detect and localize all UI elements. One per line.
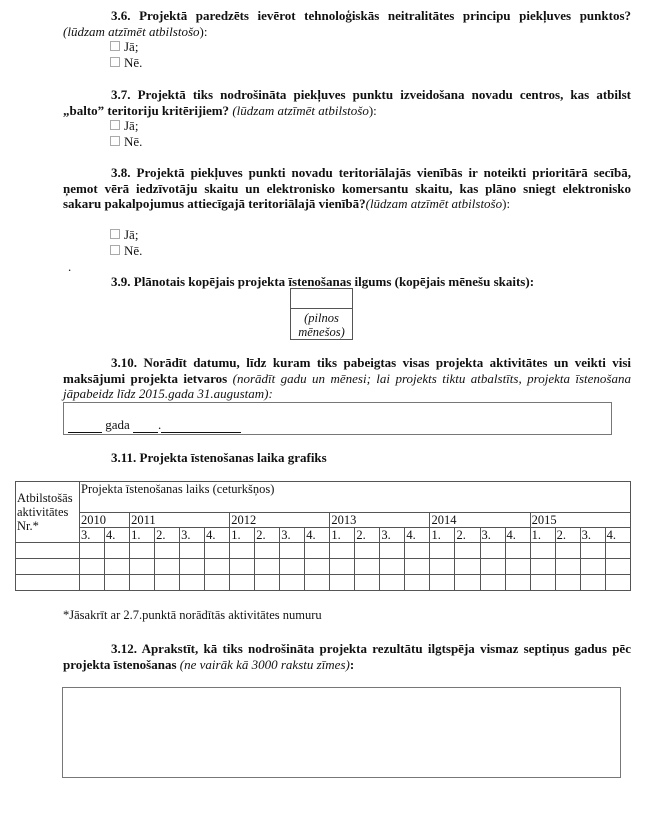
option-3-6-yes[interactable]: Jā;: [110, 39, 138, 55]
completion-date-line: gada .: [68, 417, 241, 433]
quarter-header: 1.: [330, 528, 355, 543]
year-header: 2011: [130, 513, 230, 528]
quarter-cell[interactable]: [105, 575, 130, 591]
quarter-header: 3.: [580, 528, 605, 543]
quarter-header: 3.: [80, 528, 105, 543]
question-3-10-hint: (norādīt gadu un mēnesi; lai projekts tiktu atbalstīts, projekta īstenošana jāpabeidz līdz 2015.gada 31.augustam):: [63, 370, 631, 401]
quarter-cell[interactable]: [130, 575, 155, 591]
quarter-cell[interactable]: [305, 543, 330, 559]
quarter-header: 1.: [530, 528, 555, 543]
option-3-8-no[interactable]: Nē.: [110, 243, 142, 259]
quarter-cell[interactable]: [430, 559, 455, 575]
checkbox-icon[interactable]: [110, 57, 120, 67]
quarter-cell[interactable]: [205, 575, 230, 591]
quarter-header: 1.: [230, 528, 255, 543]
quarter-header: 2.: [155, 528, 180, 543]
checkbox-icon[interactable]: [110, 136, 120, 146]
quarter-cell[interactable]: [280, 575, 305, 591]
quarter-cell[interactable]: [105, 559, 130, 575]
option-3-8-yes[interactable]: Jā;: [110, 227, 138, 243]
question-3-7-hint: (lūdzam atzīmēt atbilstošo: [232, 102, 369, 118]
question-3-10-text: 3.10. Norādīt datumu, līdz kuram tiks pabeigtas visas projekta aktivitātes un veikti visi maksājumi projekta ietvaros: [63, 355, 632, 386]
quarter-cell[interactable]: [430, 575, 455, 591]
quarter-header: 2.: [355, 528, 380, 543]
quarter-header: 1.: [430, 528, 455, 543]
quarter-cell[interactable]: [455, 559, 480, 575]
quarter-cell[interactable]: [580, 559, 605, 575]
quarter-cell[interactable]: [455, 543, 480, 559]
option-3-7-yes[interactable]: Jā;: [110, 118, 138, 134]
question-3-8-hint: (lūdzam atzīmēt atbilstošo: [365, 196, 503, 211]
quarter-cell[interactable]: [230, 559, 255, 575]
day-field[interactable]: [133, 420, 158, 433]
question-3-6: 3.6. Projektā paredzēts ievērot tehnoloģiskās neitralitātes principu piekļuves punktos? (lūdzam atzīmēt atbilstošo):: [63, 8, 631, 39]
quarter-cell[interactable]: [430, 543, 455, 559]
table-row: [16, 559, 631, 575]
quarter-header: 4.: [405, 528, 430, 543]
quarter-cell[interactable]: [380, 543, 405, 559]
question-3-6-text: 3.6. Projektā paredzēts ievērot tehnoloģiskās neitralitātes principu piekļuves punktos?: [111, 8, 631, 23]
quarter-cell[interactable]: [255, 575, 280, 591]
quarter-header: 3.: [380, 528, 405, 543]
quarter-cell[interactable]: [205, 559, 230, 575]
quarter-header: 4.: [105, 528, 130, 543]
quarter-cell[interactable]: [605, 559, 630, 575]
question-3-9-title: 3.9. Plānotais kopējais projekta īstenošanas ilgums (kopējais mēnešu skaits):: [111, 274, 535, 289]
quarter-header: 1.: [130, 528, 155, 543]
schedule-table: [15, 481, 631, 591]
question-3-12-text: 3.12. Aprakstīt, kā tiks nodrošināta projekta rezultātu ilgtspēja vismaz septiņus gadus pēc projekta īstenošanas: [63, 641, 631, 672]
quarter-cell[interactable]: [405, 559, 430, 575]
quarter-cell[interactable]: [380, 575, 405, 591]
year-header: 2010: [80, 513, 130, 528]
completion-date-box: [63, 402, 612, 435]
quarter-cell[interactable]: [80, 559, 105, 575]
question-3-12-hint: (ne vairāk kā 3000 rakstu zīmes): [179, 656, 350, 672]
quarter-cell[interactable]: [405, 543, 430, 559]
question-3-8: 3.8. Projektā piekļuves punkti novadu teritoriālajās vienībās ir noteikti prioritārā secībā, ņemot vērā iedzīvotāju skaitu un elektronisko komersantu skaitu, kas plāno sniegt elektronisko sakaru pakalpojumus attiecīgajā teritoriālajā vienībā?(lūdzam atzīmēt atbilstošo):: [63, 165, 632, 211]
quarter-cell[interactable]: [605, 575, 630, 591]
checkbox-icon[interactable]: [110, 120, 120, 130]
period-header: Projekta īstenošanas laiks (ceturkšņos): [80, 482, 631, 513]
question-3-10: [63, 355, 631, 402]
year-header: 2013: [330, 513, 430, 528]
quarter-cell[interactable]: [480, 559, 505, 575]
quarter-cell[interactable]: [605, 543, 630, 559]
year-field[interactable]: [68, 420, 102, 433]
quarter-cell[interactable]: [230, 543, 255, 559]
question-3-7: 3.7. Projektā tiks nodrošināta piekļuves punktu izveidošana novadu centros, kas atbilst „balto” teritoriju kritērijiem? (lūdzam atzīmēt atbilstošo):: [63, 87, 631, 118]
gada-label: gada: [105, 417, 130, 432]
question-3-8-text: 3.8. Projektā piekļuves punkti novadu teritoriālajās vienībās ir noteikti prioritārā secībā, ņemot vērā iedzīvotāju skaitu un elektronisko komersantu skaitu, kas plāno sniegt elektronisko sakaru pakalpojumus attiecīgajā teritoriālajā vienībā?: [63, 165, 632, 211]
question-3-6-hint: (lūdzam atzīmēt atbilstošo: [63, 23, 200, 39]
quarter-cell[interactable]: [80, 543, 105, 559]
quarter-cell[interactable]: [305, 559, 330, 575]
quarter-cell[interactable]: [330, 543, 355, 559]
checkbox-icon[interactable]: [110, 245, 120, 255]
quarter-cell[interactable]: [505, 559, 530, 575]
quarter-cell[interactable]: [180, 543, 205, 559]
stray-dot: .: [68, 259, 72, 274]
quarter-cell[interactable]: [555, 559, 580, 575]
activity-number-cell[interactable]: [16, 559, 80, 575]
quarter-cell[interactable]: [255, 543, 280, 559]
sustainability-description-field[interactable]: [62, 687, 621, 778]
quarter-cell[interactable]: [480, 543, 505, 559]
quarter-cell[interactable]: [555, 543, 580, 559]
month-field[interactable]: [161, 420, 241, 433]
quarter-cell[interactable]: [530, 559, 555, 575]
quarter-cell[interactable]: [255, 559, 280, 575]
checkbox-icon[interactable]: [110, 41, 120, 51]
year-header: 2012: [230, 513, 330, 528]
quarter-cell[interactable]: [105, 543, 130, 559]
quarter-cell[interactable]: [355, 575, 380, 591]
months-input[interactable]: [291, 289, 352, 309]
quarter-cell[interactable]: [155, 575, 180, 591]
quarter-cell[interactable]: [205, 543, 230, 559]
quarter-cell[interactable]: [530, 575, 555, 591]
quarter-header: 3.: [480, 528, 505, 543]
quarter-cell[interactable]: [280, 543, 305, 559]
question-3-11-title: 3.11. Projekta īstenošanas laika grafiks: [111, 450, 327, 465]
quarter-header: 3.: [280, 528, 305, 543]
quarter-cell[interactable]: [480, 575, 505, 591]
activity-number-cell[interactable]: [16, 543, 80, 559]
quarter-cell[interactable]: [130, 543, 155, 559]
year-header: 2014: [430, 513, 530, 528]
quarter-cell[interactable]: [230, 575, 255, 591]
quarter-cell[interactable]: [380, 559, 405, 575]
quarter-cell[interactable]: [455, 575, 480, 591]
option-3-7-no[interactable]: Nē.: [110, 134, 142, 150]
activity-number-header: Atbilstošās aktivitātes Nr.*: [16, 482, 80, 543]
quarter-cell[interactable]: [180, 575, 205, 591]
quarter-cell[interactable]: [580, 575, 605, 591]
option-3-6-no[interactable]: Nē.: [110, 55, 142, 71]
quarter-cell[interactable]: [580, 543, 605, 559]
quarter-cell[interactable]: [355, 559, 380, 575]
quarter-header: 2.: [255, 528, 280, 543]
quarter-cell[interactable]: [130, 559, 155, 575]
quarter-header: 2.: [555, 528, 580, 543]
quarter-cell[interactable]: [305, 575, 330, 591]
question-3-7-text: 3.7. Projektā tiks nodrošināta piekļuves punktu izveidošana novadu centros, kas atbilst „balto” teritoriju kritērijiem?: [63, 87, 631, 118]
quarter-header: 4.: [205, 528, 230, 543]
question-3-12: 3.12. Aprakstīt, kā tiks nodrošināta projekta rezultātu ilgtspēja vismaz septiņus gadus pēc projekta īstenošanas (ne vairāk kā 3000 rakstu zīmes):: [63, 641, 631, 672]
quarter-header: 4.: [305, 528, 330, 543]
quarter-header: 2.: [455, 528, 480, 543]
quarter-cell[interactable]: [155, 559, 180, 575]
quarter-cell[interactable]: [505, 575, 530, 591]
quarter-cell[interactable]: [505, 543, 530, 559]
table-row: [16, 575, 631, 591]
quarter-cell[interactable]: [280, 559, 305, 575]
table-row: [16, 543, 631, 559]
months-caption: (pilnos mēnešos): [298, 311, 345, 339]
activity-number-cell[interactable]: [16, 575, 80, 591]
quarter-cell[interactable]: [555, 575, 580, 591]
year-header: 2015: [530, 513, 630, 528]
checkbox-icon[interactable]: [110, 229, 120, 239]
quarter-cell[interactable]: [180, 559, 205, 575]
quarter-header: 3.: [180, 528, 205, 543]
quarter-header: 4.: [605, 528, 630, 543]
months-box: [290, 288, 353, 340]
quarter-cell[interactable]: [155, 543, 180, 559]
quarter-cell[interactable]: [405, 575, 430, 591]
quarter-cell[interactable]: [330, 559, 355, 575]
quarter-header: 4.: [505, 528, 530, 543]
schedule-footnote: *Jāsakrīt ar 2.7.punktā norādītās aktivitātes numuru: [63, 608, 322, 622]
quarter-cell[interactable]: [330, 575, 355, 591]
quarter-cell[interactable]: [80, 575, 105, 591]
quarter-cell[interactable]: [530, 543, 555, 559]
quarter-cell[interactable]: [355, 543, 380, 559]
